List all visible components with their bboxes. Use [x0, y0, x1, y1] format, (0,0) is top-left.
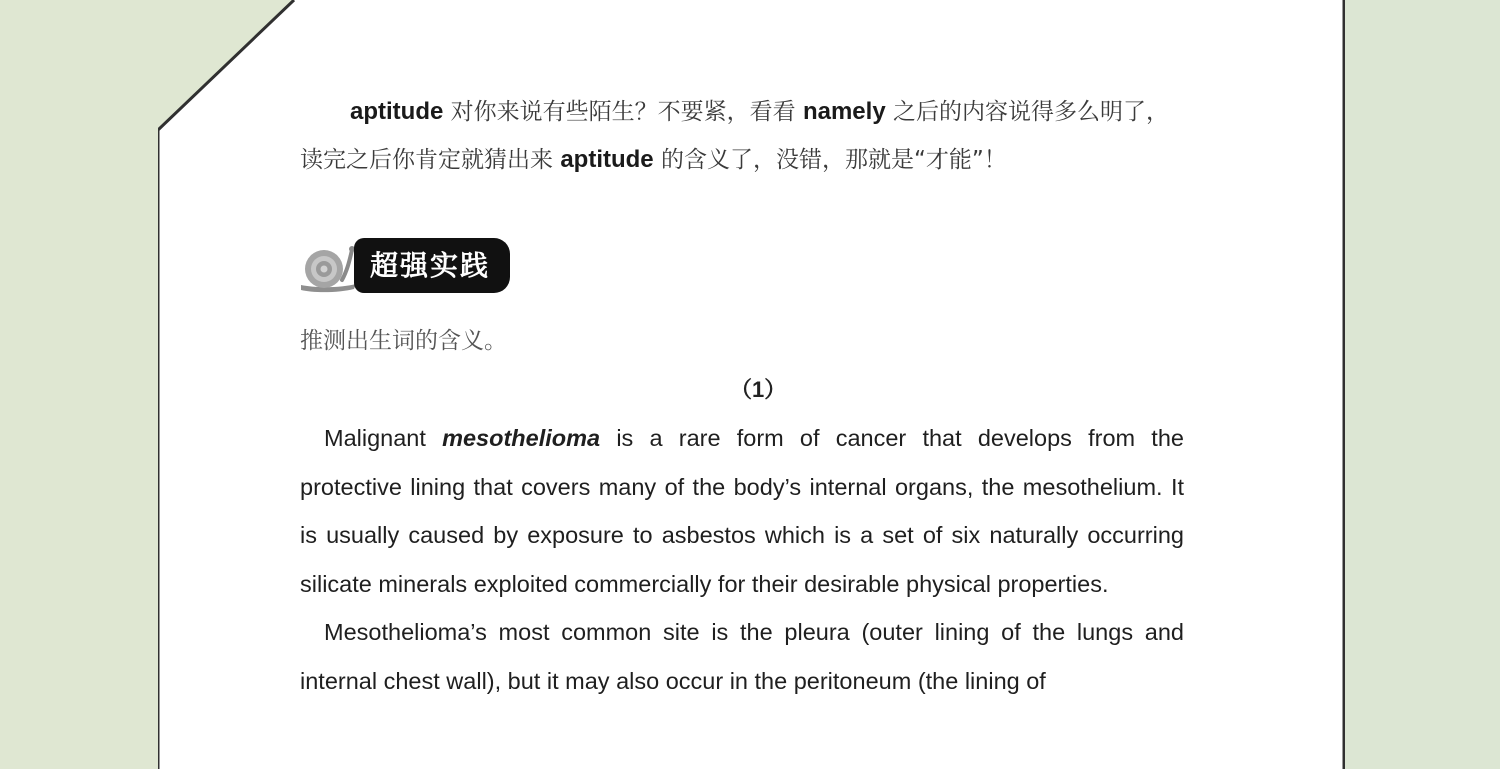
- instruction-text: 推测出生词的含义。: [300, 328, 507, 354]
- passage-text: is a rare form of cancer that develops from the protective lining that covers many of the body’s internal organs, the mesothelium. It is usually caused by exposure to asbestos which is a set of six naturally occurring silicate minerals exploited commercially for their desirable physical properties.: [300, 425, 1184, 597]
- right-background: [1345, 0, 1500, 769]
- passage-paragraph-2: Mesothelioma’s most common site is the pleura (outer lining of the lungs and internal chest wall), but it may also occur in the peritoneum (the lining of: [300, 619, 1184, 694]
- snail-icon: [299, 242, 361, 294]
- section-header: [299, 238, 519, 298]
- keyword-mesothelioma: mesothelioma: [442, 425, 601, 451]
- passage-paragraph-1: [300, 414, 1184, 608]
- intro-text-part: 对你来说有些陌生？不要紧，看看: [443, 99, 803, 125]
- keyword-aptitude: aptitude: [350, 98, 444, 125]
- intro-paragraph: [300, 88, 1185, 184]
- keyword-aptitude: aptitude: [560, 146, 654, 173]
- intro-text-part: 的含义了，没错，那就是“才能”！: [653, 147, 1007, 173]
- section-title: 超强实践: [354, 238, 510, 293]
- intro-text-part: 之后的内容说得多么明了，读完之后你肯定就猜出来: [300, 99, 1169, 173]
- document-page: [158, 0, 1345, 769]
- keyword-namely: namely: [802, 98, 886, 125]
- reading-passage: [300, 414, 1184, 705]
- passage-text: Malignant: [324, 425, 443, 451]
- passage-number: （1）: [730, 377, 787, 402]
